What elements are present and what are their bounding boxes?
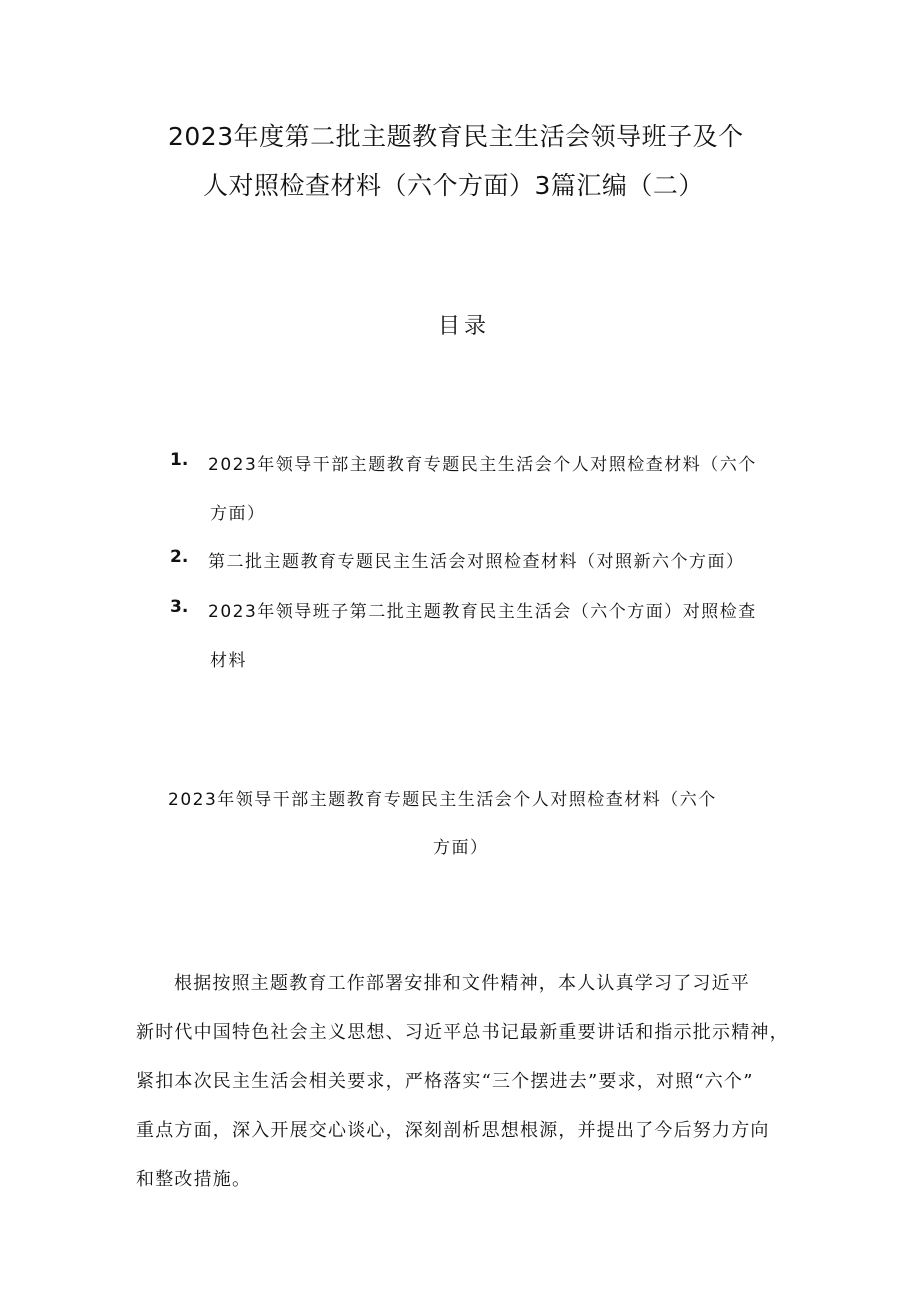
toc-item-text-line-1: 2023年领导干部主题教育专题民主生活会个人对照检查材料（六个 [208, 455, 757, 475]
toc-item-number: 1. [170, 450, 189, 470]
document-title-line-2: 人对照检查材料（六个方面）3篇汇编（二） [203, 171, 704, 200]
toc-item-text-line-2: 材料 [210, 651, 247, 671]
section-title-line-1: 2023年领导干部主题教育专题民主生活会个人对照检查材料（六个 [168, 790, 717, 810]
toc-item-text-line-1: 2023年领导班子第二批主题教育民主生活会（六个方面）对照检查 [208, 602, 757, 622]
section-title-line-2: 方面） [433, 838, 489, 858]
document-title-line-1: 2023年度第二批主题教育民主生活会领导班子及个 [168, 122, 744, 151]
body-paragraph-line-5: 和整改措施。 [136, 1169, 252, 1190]
toc-item-text-line-1: 第二批主题教育专题民主生活会对照检查材料（对照新六个方面） [208, 552, 745, 572]
toc-item-number: 2. [170, 547, 189, 567]
body-paragraph-line-3: 紧扣本次民主生活会相关要求，严格落实“三个摆进去”要求，对照“六个” [136, 1071, 754, 1092]
toc-item-text-line-2: 方面） [210, 504, 266, 524]
body-paragraph-line-2: 新时代中国特色社会主义思想、习近平总书记最新重要讲话和指示批示精神， [136, 1022, 789, 1043]
body-paragraph-line-1: 根据按照主题教育工作部署安排和文件精神，本人认真学习了习近平 [174, 973, 750, 994]
toc-heading: 目录 [438, 314, 491, 339]
body-paragraph-line-4: 重点方面，深入开展交心谈心，深刻剖析思想根源，并提出了今后努力方向 [136, 1120, 770, 1141]
toc-item-number: 3. [170, 597, 189, 617]
